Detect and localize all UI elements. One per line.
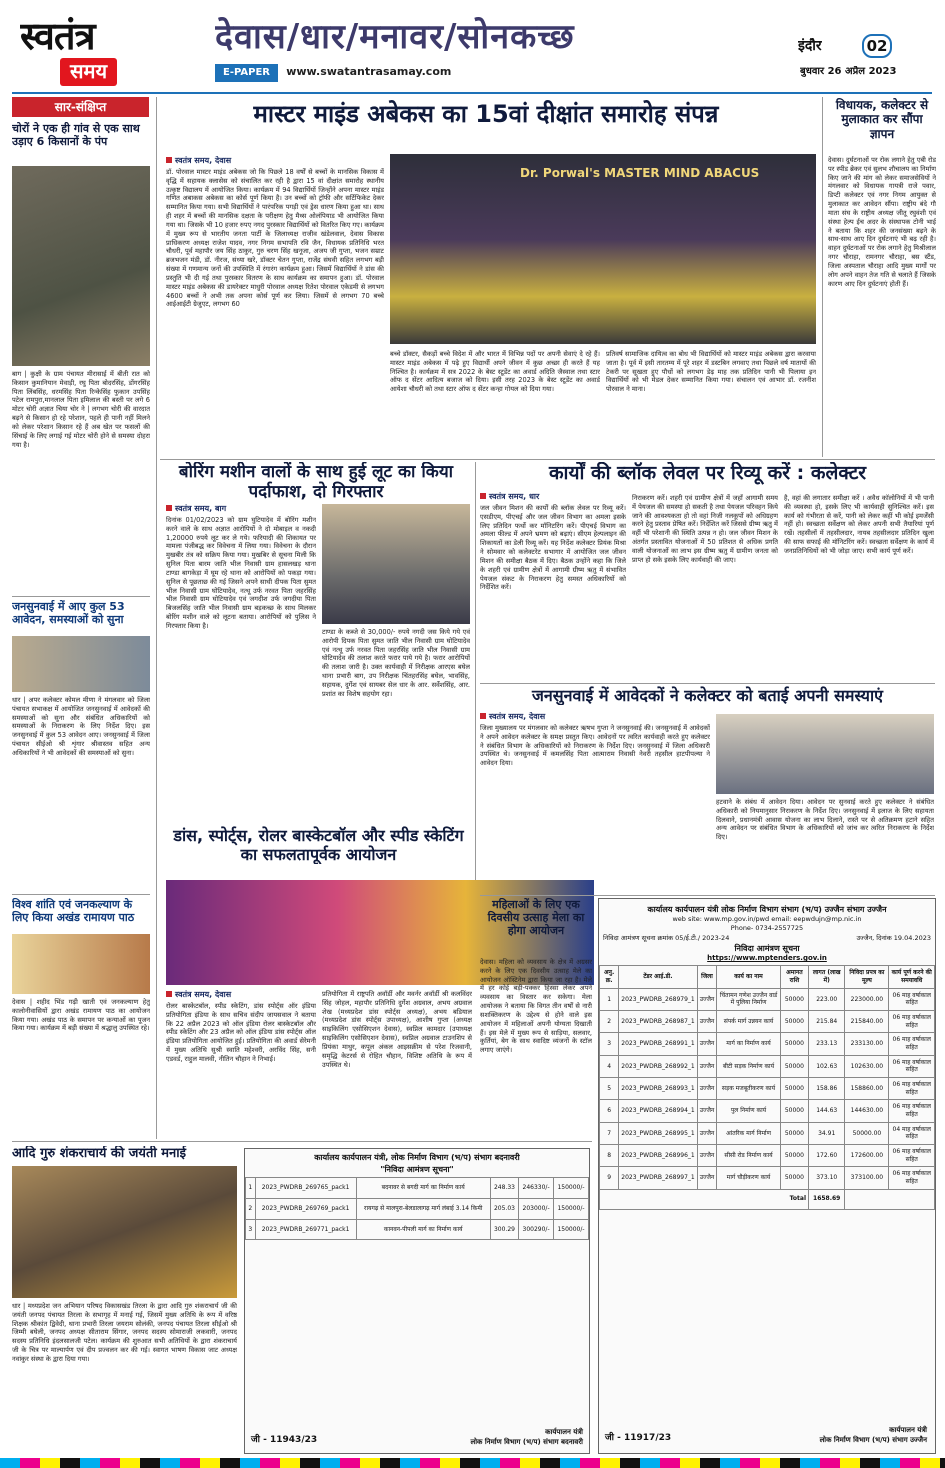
table-header: टेंडर आई.डी. [619,966,697,988]
table-cell: 50000 [780,1145,808,1167]
boring-story-col2: टाण्डा के कब्जे से 30,000/- रुपये नगदी जस किये गये एवं आरोपी दिपक पिता सुमत जाति भील निवासी ग्राम घोटियादेव एवं नत्थू उर्फ नरवत पिता जहरसिंह जाति भील निवासी ग्राम घोटियादेव की तलाश करते फरार पाये गये है। फरार आरोपियों की तलाश जारी है। उक्त कार्यवाही में निरीक्षक आरएस बघेल थाना प्रभारी बाग, उप निरीक्षक चिंतहरसिंह बघेल, भावसिंह, सहायक, दुर्गेश एवं सायबर सेल धार के आर. सर्वेशसिंह, आर. प्रशांत का विशेष सहयोग रहा। [322,628,470,698]
table-cell: चिंतामन गणेश उज्जैन वार्ड में पुलिया निर्माण [717,988,781,1010]
boring-story-col1: दिनांक 01/02/2023 को ग्राम घुटियादेव में बोरिंग मशीन करने वाले के साथ अज्ञात आरोपियों ने दो मोबाइल व नकदी 1,20000 रुपये लूट कर ले गये। फरियादी की शिकायत पर मामला पंजीबद्ध कर विवेचना में लिया गया। विवेचना के दौरान मुखबीर तंत्र को सक्रिय किया गया। मुखबिर से सूचना मिली कि सुनिल पिता बारम जाति भील निवासी ग्राम हासलखड़ थाना टाण्डा बागकेड़ा में घूम रहे थाना को आरोपियों को पकड़ा गया। सुनिल से पूछताछ की गई जिसने अपने साथी दीपक पिता सुमत भील निवासी ग्राम घोटियादेव, नत्थू उर्फ नरवत पिता जहरसिंह भील निवासी ग्राम घोटियादेव एवं जगदीश उर्फ जगदीया पिता बिजलसिंह जाति भील निवासी ग्राम बड़कच्छ के साथ मिलकर बोरिंग मशीन वाले को लूटना बताया। आरोपियों को पुलिस ने गिरफ्तार किया है। [166,516,316,630]
table-cell: 06 माह वर्षाकाल सहित [889,1145,935,1167]
table-cell: 150000/- [554,1219,589,1240]
sidebar-story1-photo [12,166,150,366]
table-cell: 2 [600,1011,619,1033]
table-cell: सीसी रोड निर्माण कार्य [717,1145,781,1167]
table-cell: 2023_PWDRB_269765_pack1 [255,1178,356,1199]
table-cell: 233130.00 [845,1033,889,1055]
badnawar-signer-org: लोक निर्माण विभाग (भ/प) संभाग बदनावरी [470,1438,583,1447]
table-row [600,1055,935,1077]
main-story-col1: डॉ. पोरवाल मास्टर माइंड अबेकस जो कि पिछले 18 वर्षों से बच्चों के मानसिक विकास में वृद्धि में सहायक क्लासेस को संचालित कर रही है द्वारा 15 वां दीक्षांत समारोह स्थानीय उत्कृष्ट विद्यालय में आयोजित किया। कार्यक्रम में 94 विद्यार्थियों जिन्होंने अपना मास्टर माइंड गणित अबाकस अबेकस का कोर्स पूर्ण किया है। उन बच्चों को ट्रॉफी और सर्टिफिकेट देकर सम्मानित किया गया। सभी विद्यार्थियों ने पारंपरिक पगड़ी एवं ड्रेस धारण किया हुआ था। साथ ही शहर में बच्चों की मानसिक दक्षता के परीक्षण हेतु मैथ्स ओलंपियाड भी आयोजित किया गया था। जिसके भी 10 हजार रुपए नगद पुरस्कार विद्यार्थियों को वितरित किए गए। कार्यक्रम में मुख्य रूप से भारतीय जनता पार्टी के जिलाध्यक्ष राजीव खंडेलवाल, देवास विकास प्राधिकरण अध्यक्ष राजेश यादव, नगर निगम सभापति रवि जैन, विधायक प्रतिनिधि भरत चौधरी, पूर्व महापौर जय सिंह ठाकुर, गुरु चरण सिंह खनूजा, अजय जी गुप्ता, भजन सम्राट ब्रजभजन मंडी, डॉ. नीरज, संध्या खरे, डॉक्टर चेतन गुप्ता, राजेंद्र संघवी सहित लगभग बड़ी संख्या में गणमान्य जनों की उपस्थिति में रंगारंग कार्यक्रम हुआ। जिसमें विद्यार्थियों ने डांस की प्रस्तुति भी दी गई तथा पुरस्कार वितरण के साथ कार्यक्रम का समापन हुआ। डॉ. पोरवाल मास्टर माइंड अबेकस की डायरेक्टर माधुरी पोरवाल अध्यक्ष रितेश पोरवाल एकेडमी से लगभग 4600 बच्चों ने अभी तक अपना कोर्स पूर्ण कर लिया। जिसमें से लगभग 70 बच्चे आईआईटी ग्रेजुएट, लगभग 60 [166,168,384,309]
table-cell: मार्ग चौड़ीकरण कार्य [717,1167,781,1189]
table-cell: 3 [600,1033,619,1055]
tender-notice-ujjain [598,898,936,1454]
mla-story-headline: विधायक, कलेक्टर से मुलाकात कर सौंपा ज्ञापन [835,98,929,141]
table-cell: 203000/- [519,1199,554,1220]
table-cell: 215.84 [809,1011,845,1033]
table-cell: 233.13 [809,1033,845,1055]
table-cell: 246330/- [519,1178,554,1199]
table-cell: 50000 [780,1078,808,1100]
table-cell: उज्जैन [697,1122,717,1144]
table-row [600,1078,935,1100]
table-cell: 50000 [780,1033,808,1055]
sidebar-story2-headline: जनसुनवाई में आए कुल 53 आवेदन, समस्याओं को सुना [12,600,125,627]
ujjain-signer: कार्यपालन यंत्री [889,1426,927,1435]
edition-cities: देवास/धार/मनावर/सोनकच्छ [215,17,575,57]
table-cell: 50000 [780,1167,808,1189]
badnawar-title: "निविदा आमंत्रण सूचना" [380,1165,454,1175]
table-cell: बदनावर से बगदी मार्ग का निर्माण कार्य [356,1178,490,1199]
table-cell: 6 [600,1100,619,1122]
table-row [600,1033,935,1055]
table-cell: 50000 [780,1100,808,1122]
ujjain-signer-org: लोक निर्माण विभाग (भ/प) संभाग उज्जैन [819,1436,927,1445]
table-cell: 2023_PWDRB_268997_1 [619,1167,697,1189]
collector-story-byline: स्वतंत्र समय, धार [480,492,680,502]
table-total-row [600,1189,935,1209]
table-header: निविदा प्रपत्र का मूल्य [845,966,889,988]
ujjain-phone: Phone- 0734-2557725 [730,923,804,932]
table-cell: 248.33 [490,1178,518,1199]
table-cell: 205.03 [490,1199,518,1220]
table-cell: 06 माह वर्षाकाल सहित [889,988,935,1010]
print-color-strip [0,1458,945,1468]
page-number: 02 [862,34,892,58]
table-cell: 102630.00 [845,1055,889,1077]
boring-story-photo [322,504,470,624]
table-cell: 223000.00 [845,988,889,1010]
mla-story-text: देवास। दुर्घटनाओं पर रोक लगाने हेतु एबी रोड पर स्पीड ब्रेकर एवं सुलभ शौचालय का निर्माण किए जाने की मांग को लेकर समाजसेवियों ने मंगलवार को विधायक गायत्री राजे पवार, डिप्टी कलेक्टर एवं नगर निगम आयुक्त से मुलाकात कर आवेदन सौंपा। राष्ट्रीय बंदे गौ माता संघ के राष्ट्रीय अध्यक्ष जीतू रघुवंशी एवं संस्था हेल्प ईच अदर के संस्थापक टोनी भाई ने बताया कि शहर की जनसंख्या बढ़ने के साथ-साथ आए दिन दुर्घटनाएं भी बढ़ रही है। वाहन दुर्घटनाओं पर रोक लगाने हेतु मिश्रीलाल नगर चौराहा, रामनगर चौराहा, बस स्टैंड, जिला अस्पताल चौराहा आदि मुख्य मार्गों पर लोग अपने वाहन तेज गति से चलाते हैं जिसके कारण आए दिन दुर्घटनाएं होती हैं। [828,156,936,288]
table-cell: 2023_PWDRB_268994_1 [619,1100,697,1122]
jansunvai-story-col2: हटवाने के संबंध में आवेदन दिया। आवेदन पर सुनवाई करते हुए कलेक्टर ने संबंधित अधिकारी को नियमानुसार निराकरण के निर्देश दिए। जनसुनवाई में इलाज के लिए सहायता दिलवाने, प्रधानमंत्री आवास योजना का लाभ दिलाने, रास्ते पर से अतिक्रमण हटाने सहित अन्य आवेदन पर संबंधित विभाग के अधिकारियों को जांच कर त्वरित निराकरण के निर्देश दिए। [716,798,934,842]
table-row [600,1011,935,1033]
ujjain-org: कार्यालय कार्यपालन यंत्री लोक निर्माण विभाग संभाग (भ/प) उज्जैन संभाग उज्जैन [647,905,887,914]
ujjain-code: जी - 11917/23 [605,1433,672,1444]
table-cell: आंतरिक मार्ग निर्माण [717,1122,781,1144]
table-row [600,988,935,1010]
table-cell: उज्जैन [697,1055,717,1077]
site-url[interactable]: www.swatantrasamay.com [286,65,452,78]
main-story-photo [390,154,816,344]
table-cell: पुल निर्माण कार्य [717,1100,781,1122]
table-cell: 300.29 [490,1219,518,1240]
table-cell: रायगढ़ से मालपुरा-बेलडालागढ़ मार्ग लंबाई 3.14 किमी [356,1199,490,1220]
table-cell: 50000 [780,1122,808,1144]
ujjain-title: निविदा आमंत्रण सूचना [734,944,800,954]
jansunvai-story-photo [716,714,934,794]
shankar-story-photo [12,1166,237,1298]
tender-notice-badnawar [244,1148,590,1454]
table-cell: 06 माह वर्षाकाल सहित [889,1011,935,1033]
epaper-bar [215,64,735,82]
jansunvai-story-col1: जिला मुख्यालय पर मंगलवार को कलेक्टर ऋषभ गुप्ता ने जनसुनवाई की। जनसुनवाई में आवेदकों ने अपने आवेदन कलेक्टर के समक्ष प्रस्तुत किए। आवेदनों पर त्वरित कार्यवाही करते हुए कलेक्टर ने संबंधित विभाग के अधिकारियों को निराकरण के निर्देश दिए। जनसुनवाई में जिला अधिकारी उपस्थित थे। जनसुनवाई में कमलसिंह पिता आत्माराम निवासी नेवरी तहसील हाटपीपल्या ने आवेदन दिया। [480,724,710,768]
table-header: अमानत राशि [780,966,808,988]
main-story-headline: मास्टर माइंड अबेकस का 15वां दीक्षांत समारोह संपन्न [253,100,719,128]
table-cell: उज्जैन [697,1100,717,1122]
table-cell: 06 माह वर्षाकाल सहित [889,1055,935,1077]
table-cell: 1 [600,988,619,1010]
table-cell: 2023_PWDRB_269769_pack1 [255,1199,356,1220]
table-cell: 2023_PWDRB_269771_pack1 [255,1219,356,1240]
badnawar-signer: कार्यपालन यंत्री [545,1428,583,1437]
table-cell: मार्ग का निर्माण कार्य [717,1033,781,1055]
logo-badge: समय [60,58,117,86]
sidebar-story3-text: देवास | शहीद भिंड गढ़ी खाती एवं जनकल्याण हेतु कालोनीवासियों द्वारा अखंड रामायण पाठ का आयोजन किया गया। अखंड पाठ के समापन पर कन्याओं का पूजन किया गया। कार्यक्रम में बड़ी संख्या में श्रद्धालु उपस्थित रहे। [12,998,150,1033]
boring-story-byline: स्वतंत्र समय, बाग [166,504,366,514]
table-cell: 2023_PWDRB_268992_1 [619,1055,697,1077]
main-story-byline: स्वतंत्र समय, देवास [166,156,366,166]
table-cell: 2023_PWDRB_268987_1 [619,1011,697,1033]
table-row [600,1100,935,1122]
table-cell: 3 [246,1219,256,1240]
table-cell: 2023_PWDRB_268979_1 [619,988,697,1010]
table-cell: उज्जैन [697,1167,717,1189]
shankar-story-text: धार | मध्यप्रदेश जन अभियान परिषद विकासखंड तिरला के द्वारा आदि गुरु शंकराचार्य जी की जयंती जनपद पंचायत तिरला के सभागृह में मनाई गई, जिसमें मुख्य अतिथि के रूप में वरिष्ठ शिक्षक श्रीकांत द्विवेदी, थाना प्रभारी तिरला जयराम सोलंकी, जनपद पंचायत तिरला सीईओ श्री जिम्मी बघेली, जनपद अध्यक्ष सीताराम सिंगार, जनपद सदस्य सोमाराजी लकवारी, जनपद सदस्य प्रतिनिधि इंदलसालजी पटेल। कार्यक्रम की शुरुआत सभी अतिथियों के द्वारा शंकराचार्य जी के चित्र पर माल्यार्पण एवं दीप प्रज्वलन कर की गई। स्वागत भाषण विकास जाट अध्यक्ष नवांकुर संस्था के द्वारा दिया गया। [12,1302,237,1363]
table-cell: 150000/- [554,1199,589,1220]
sidebar-story3-photo [12,934,150,994]
ujjain-date: उज्जैन, दिनांक 19.04.2023 [856,933,931,942]
table-cell: 215840.00 [845,1011,889,1033]
table-cell: 223.00 [809,988,845,1010]
table-row [246,1199,589,1220]
table-cell: उज्जैन [697,988,717,1010]
table-cell: 06 माह वर्षाकाल सहित [889,1167,935,1189]
table-row [600,1167,935,1189]
table-header: कार्य का नाम [717,966,781,988]
women-fair-headline: महिलाओं के लिए एक दिवसीय उत्साह मेला का होगा आयोजन [487,898,585,938]
table-cell: सड़क मजबूतीकरण कार्य [717,1078,781,1100]
table-cell: 158860.00 [845,1078,889,1100]
epaper-label: E-PAPER [215,64,278,82]
table-cell: उज्जैन [697,1145,717,1167]
table-cell: 8 [600,1145,619,1167]
table-header-row [600,966,935,988]
table-cell: 144630.00 [845,1100,889,1122]
table-cell: 2023_PWDRB_268993_1 [619,1078,697,1100]
table-cell: 06 माह वर्षाकाल सहित [889,1078,935,1100]
total-value: 1658.69 [809,1189,845,1209]
badnawar-table [245,1177,589,1240]
table-cell: 144.63 [809,1100,845,1122]
table-cell: 50000 [780,988,808,1010]
masthead-logo [20,14,170,94]
table-cell: 06 माह वर्षाकाल सहित [889,1033,935,1055]
sidebar-heading: सार-संक्षिप्त [12,97,149,117]
sidebar-story2-text: धार | अपर कलेक्टर कोमल मीणा ने मंगलवार को जिला पंचायत सभाकक्ष में आयोजित जनसुनवाई में आवेदकों की समस्याओं को सुना और संबंधित अधिकारियों को समस्याओं के निराकरण के लिए निर्देश दिए। इस जनसुनवाई में कुल 53 आवेदन आए। जनसुनवाई में जिला पंचायत सीईओ श्री शृंगार श्रीवास्तव सहित अन्य अधिकारियों ने भी आवेदकों की समस्याओं को सुना। [12,696,150,757]
table-cell: 50000 [780,1011,808,1033]
table-header: लागत (लाख में) [809,966,845,988]
table-row [600,1145,935,1167]
table-cell: 102.63 [809,1055,845,1077]
table-cell: संपर्क मार्ग उन्नयन कार्य [717,1011,781,1033]
table-cell: 172.60 [809,1145,845,1167]
dance-story-col1: रोलर बास्केटबॉल, स्पीड स्केटिंग, डांस स्पोर्ट्स ऑर इंडिया प्रतियोगिता इंडिया के साथ सचिव संदीप जायसवाल ने बताया कि 22 अप्रैल 2023 को ऑल इंडिया रोलर बास्केटबॉल और स्पीड स्केटिंग और 23 अप्रैल को ऑल इंडिया डांस स्पोर्ट्स ऑल इंडिया प्रतियोगिता आयोजित हुई। प्रतियोगिता की अवार्ड सेरेमनी में मुख्य अतिथि सुश्री स्वाति महेश्वरी, अरविंद सिंह, सनी एडवर्ड, राहुल मालवी, नीतिन चौहान ने निभाई। [166,1002,316,1063]
table-cell: 2 [246,1199,256,1220]
table-header: जिला [697,966,717,988]
table-cell: 158.86 [809,1078,845,1100]
table-cell: बीटी सड़क निर्माण कार्य [717,1055,781,1077]
sidebar-story3-headline: विश्व शांति एवं जनकल्याण के लिए किया अखंड रामायण पाठ [12,898,135,925]
table-cell: 5 [600,1078,619,1100]
ujjain-web: web site: www.mp.gov.in/pwd email: eepwdujn@mp.nic.in [672,915,862,924]
main-story-col3: प्रतिवर्ष सामाजिक दायित्व का बोध भी विद्यार्थियों को मास्टर माइंड अबेकस द्वारा करवाया जाता है। पूर्व में इसी तारतम्य में पूरे शहर में डस्टबिन लगवाए तथा पिछले वर्ष मातायों की टेकरी पर सूखता हुए पौधों को लगभग डेढ़ माह तक प्रतिदिन पानी भी पिलाया इन विद्यार्थियों को भी मेडल देकर सम्मानित किया गया। संचालन एवं आभार डॉ. रजनीश पोरवाल ने माना। [606,350,816,394]
table-cell: 9 [600,1167,619,1189]
table-cell: 172600.00 [845,1145,889,1167]
collector-story-col1: जल जीवन मिशन की कार्यों की ब्लॉक लेवल पर रिव्यू करें। एसडीएम, पीएचई और जल जीवन विभाग का अमला इसके लिए प्रतिदिन फर्थो कर मॉनिटरिंग करें। पीएचई विभाग का अमला फील्ड में अपने भ्रमण को बढ़ाएं। सीएम हेल्पलाइन की शिकायतों का डेली रिव्यू करें। यह निर्देश कलेक्टर प्रियंक मिश्रा ने सोमवार को कलेक्टरेट सभागार में आयोजित जल जीवन मिशन की समीक्षा बैठक में दिए। बैठक उन्होंने कहा कि जिले के शहरी एवं ग्रामीण क्षेत्रों में आगामी ग्रीष्म ऋतु में संभावित पेयजल संकट के निराकरण हेतु समस्त अधिकारियों को निर्देशित करें। [480,504,626,592]
edition-city: इंदौर [798,38,822,54]
table-cell: 50000.00 [845,1122,889,1144]
sidebar-story1-headline: चोरों ने एक ही गांव से एक साथ उड़ाए 6 किसानों के पंप [12,122,140,149]
ujjain-site[interactable]: https://www.mptenders.gov.in [707,954,827,963]
table-cell: 2023_PWDRB_268996_1 [619,1145,697,1167]
jansunvai-story-byline: स्वतंत्र समय, देवास [480,712,680,722]
table-cell: 06 माह वर्षाकाल सहित [889,1100,935,1122]
table-cell: 300290/- [519,1219,554,1240]
table-cell: उज्जैन [697,1011,717,1033]
table-cell: 7 [600,1122,619,1144]
table-header: कार्य पूर्ण करने की समयावधि [889,966,935,988]
issue-date: बुधवार 26 अप्रैल 2023 [800,66,897,77]
ujjain-table [599,965,935,1209]
banner-text: Dr. Porwal's MASTER MIND ABACUS [520,166,760,180]
table-cell: 2023_PWDRB_268995_1 [619,1122,697,1144]
dance-story-headline: डांस, स्पोर्ट्स, रोलर बास्केटबॉल और स्पीड स्केटिंग का सफलतापूर्वक आयोजन [173,826,464,865]
collector-story-col3: है, वहां की लगातार समीक्षा करें । अवैध कॉलोनियों में भी पानी की व्यवस्था हो, इसके लिए भी कार्यवाही सुनिश्चित करें। इस कार्य को गंभीरता से करें, पानी को लेकर कहीं भी कोई इमर्जेंसी नहीं हो। स्वच्छता सर्वेक्षण को लेकर अपनी सभी तैयारियां पूर्ण रखें। तहसीलों में तहसीलदार, नायब तहसीलदार प्रतिदिन खुला की साफ सफाई की मॉनिटरिंग करें। स्वच्छता सर्वेक्षण के कार्य में जनप्रतिनिधियों को भी जोड़ा जाए। सभी कार्य पूर्ण करें। [784,494,934,555]
table-row [600,1122,935,1144]
table-row [246,1219,589,1240]
shankar-story-headline: आदि गुरु शंकराचार्य की जयंती मनाई [12,1146,187,1161]
table-header: अनु. क्र. [600,966,619,988]
table-cell: 373100.00 [845,1167,889,1189]
table-cell: 150000/- [554,1178,589,1199]
collector-story-headline: कार्यों की ब्लॉक लेवल पर रिव्यू करें : कलेक्टर [548,462,867,484]
boring-story-headline: बोरिंग मशीन वालों के साथ हुई लूट का किया पर्दाफाश, दो गिरफ्तार [178,462,454,503]
table-cell: उज्जैन [697,1033,717,1055]
table-row [246,1178,589,1199]
ujjain-ref: निविदा आमंत्रण सूचना क्रमांक 05/ई.टी./ 2023-24 [603,933,730,942]
badnawar-code: जी - 11943/23 [251,1435,318,1446]
collector-story-col2: निराकरण करें। शहरी एवं ग्रामीण क्षेत्रों में जहाँ आगामी समय में पेयजल की समस्या हो सकती है तथा पेयजल परिवहन किये जाने की आवश्यकता हो तो वहां निजी नलकूपों को अधिग्रहण करने हेतु प्रस्ताव प्रेषित करें। निर्देशित करें जिससे ग्रीष्म ऋतु में वहीं भी परेशानी की स्थिति उत्पन्न न हो। जल जीवन मिशन के अंतर्गत प्रस्तावित योजनाओं में 50 प्रतिशत से अधिक प्रगति वाली योजनाओं का लाभ इस ग्रीष्म ऋतु में ग्रामीण जनता को प्राप्त हो सके इसके लिए कार्यवाही की जाए। [632,494,778,564]
sidebar-story1-text: बाग | कुक्षी के ग्राम पंचायत मीरासाई में बीती रात को किसान कुमानियान मेवाड़ी, रघु पिता बोदरसिंह, डोंगरसिंह पिता लिंबसिंह, धरमसिंह पिता रिन्केसिंह फुकान उपसिंह पटेल रामपुरा,मानलाल पिता इमिलाल की बस्ती पर लगे 6 मोटर चोरी अज्ञात चिया चोर ने | लगभग चोरी की वारदात बढ़ने से किसान हो रहे परेशान, पहले ही पानी नहीं मिलने को लेकर परेशान किसान रहे हैं अब खेत पर फसलों की सिंचाई के लिए लगाई गई मोटर चोरी होने से समस्या दोहरा गया है। [12,370,150,449]
table-cell: 50000 [780,1055,808,1077]
total-label: Total [600,1189,809,1209]
dance-story-byline: स्वतंत्र समय, देवास [166,990,366,1000]
table-cell: उज्जैन [697,1078,717,1100]
jansunvai-story-headline: जनसुनवाई में आवेदकों ने कलेक्टर को बताई अपनी समस्याएं [532,686,883,705]
table-cell: 1 [246,1178,256,1199]
table-cell: 34.91 [809,1122,845,1144]
table-cell: 2023_PWDRB_268991_1 [619,1033,697,1055]
table-cell: 04 माह वर्षाकाल सहित [889,1122,935,1144]
table-cell: कानवन-पीपली मार्ग का निर्माण कार्य [356,1219,490,1240]
dance-story-col2: प्रतियोगिता में राष्ट्रपति अवॉर्डी और मवर्नर अवॉर्डी श्री कलविंदर सिंह जोहल, महापौर प्रतिनिधि दुर्गेश अग्रवाल, अभय अग्रवाल शेख (मध्यप्रदेश डांस स्पोर्ट्स अध्यक्ष), अभय बडियाल (मध्यप्रदेश डांस स्पोर्ट्स उपाध्यक्ष), आशीष गुप्ता (अध्यक्ष साइकिलिंग एसोसिएशन देवास), स्वप्निल कामदार (उपाध्यक्ष साइकिलिंग एसोसिएशन देवास), स्वप्निल अग्रवाल टाउनशिप से प्रियंका माथुर, कपूल अंकल आइसक्रीम से परेश रिजवानी, समृद्धि केटरर्स से रोहित चौहान, विशिष्ट अतिथि के रूप में उपस्थित थे। [322,990,472,1069]
sidebar-story2-photo [12,636,150,692]
women-fair-text: देवास। महिला को व्यवसाय के क्षेत्र में अग्रसर करने के लिए एक दिवसीय उत्साह मेले का आयोजन ऑस्टिनेम द्वारा किया जा रहा है। मेले में हर कोई बड़ी-पक्कर हिस्सा लेकर अपने व्यवसाय का विस्तार कर सकेगा। मेला आयोजक ने बताया कि विगत तीन वर्षों से नारी सशक्तिकरण के उद्देश्य से होने वाले इस आयोजन में महिलाओं अपनी योग्यता दिखाती हैं। इस मेले में मुख्य रूप से साड़िया, सलवार, कुर्तियां, बेग के साथ स्वादिष्ट व्यंजनों के स्टॉल लगाए जाएंगे। [480,958,592,1055]
badnawar-org: कार्यालय कार्यपालन यंत्री, लोक निर्माण विभाग (भ/प) संभाग बदनावरी [314,1153,520,1162]
logo-text: स्वतंत्र [20,14,95,58]
table-cell: 4 [600,1055,619,1077]
main-story-col2: बच्चे डॉक्टर, सैकड़ों बच्चे विदेश में और भारत में विभिन्न पदों पर अपनी सेवाएं दे रहे हैं। मास्टर माइंड अबेकस में पढ़े हुए विद्यार्थी अपने जीवन में कुछ अच्छा ही करते हैं यह निश्चित है। कार्यक्रम में सत्र 2022 के बेस्ट स्टूडेंट का अवार्ड अदिति जैस्वाल तथा स्टार ऑफ द सेंटर आदित्य बजाज को दिया। इसी तरह 2023 के बेस्ट स्टूडेंट का अवार्ड आयेशा चौधरी को तथा स्टार ऑफ द सेंटर कन्हा गोयल को दिया गया। [390,350,600,394]
table-cell: 373.10 [809,1167,845,1189]
